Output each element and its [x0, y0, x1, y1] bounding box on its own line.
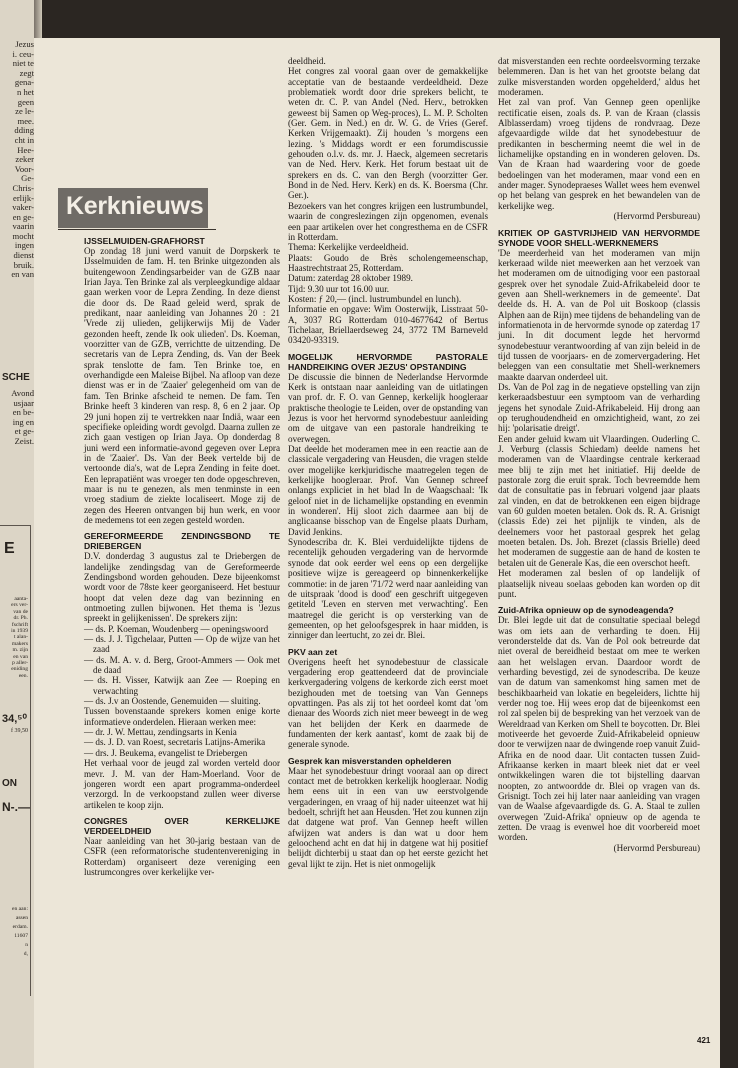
previous-page-label-on: ON — [2, 778, 17, 789]
article-body-ijsselmuiden: Op zondag 18 juni werd vanuit de Dorpskerk te IJsselmuiden de fam. H. ten Brinke uitgezonden als buitengewoon Zendingsarbeider van de GZB naar Irian Jaya. Ten Brinke zal als verpleegkundige aldaar gaan werken voor de Lepra Zending. In deze dienst die door ds. De Raad geleid werd, sprak de predikant, naar aanleiding van Johannes 20 : 21 'Vrede zij ulieden, gelijkerwijs Mij de Vader gezonden heeft, zende Ik ook ulieden'. Ds. Koeman, voorzitter van de GZB, verrichtte de uitzending. De secretaris van de Lepra Zending, ds. Van der Beek sprak tenslotte de fam. Ten Brinke toe, en overhandigde een Maleise Bijbel. Na afloop van deze dienst was er in de 'Zaaier' gelegenheid om van de fam. Ten Brinke afscheid te nemen. De fam. Ten Brinke heeft 3 kinderen van resp. 8, 6 en 2 jaar. Op 29 juni hopen zij te vertrekken naar Indiä, waar een specifieke opleiding wordt gevolgd. Daarna zullen ze zich gaan vestigen op Irian Jaya. Op donderdag 8 juni werd een informatie-avond gegeven over Lepra in de 'Zaaier'. Ds. Van der Beek vertelde bij de vertoonde dia's, wat de Lepra Zending in feite doet. Een leprapatiënt was vroeger ten dode opgeschreven, maar is nu te genezen, als men tenminste in een vroeg stadium de ziekte localiseert. Moge zij de zegen des Heeren ontvangen bij hun werk, en voor de medemens tot een zegen gesteld worden. — [84, 246, 280, 525]
previous-page-line: Hee- — [17, 144, 34, 155]
banner-rule — [58, 229, 216, 230]
previous-page-fragment — [0, 0, 34, 1068]
speaker-item: — ds. M. A. v. d. Berg, Groot-Ammers — Ook met de daad — [84, 654, 280, 676]
speaker-item: — ds. P. Koeman, Woudenberg — openingswoord — [84, 623, 269, 634]
previous-page-box-text-2 — [0, 905, 28, 959]
previous-page-label-n: N-.— — [2, 800, 30, 814]
previous-page-line: usjaar — [13, 397, 34, 408]
handreiking-paragraph: Synodescriba dr. K. Blei verduidelijkte tijdens de recentelijk gehouden vergadering van de hervormde synode dat ook eerder wel eens op een dergelijke positieve wijze is gereageerd op binnenkerkelijke commotie: in de jaren '71/72 werd naar aanleiding van de uitspraak 'dood is dood' een geschrift uitgegeven getiteld 'Leven en sterven met verwachting'. Een maatregel die gericht is op versterking van de gemeenten, op het geloofsgesprek in haar midden, is zinniger dan leertucht, zo zei dr. Blei. — [288, 537, 488, 641]
previous-page-heading: SCHE — [2, 372, 30, 383]
shell-paragraph: Het moderamen zal beslen of op landelijk of plaatselijk niveau soelaas geboden kan worden op dit punt. — [498, 568, 700, 599]
previous-page-line: niet te — [12, 58, 34, 69]
helper-item: — dr. J. W. Mettau, zendingsarts in Kenia — [84, 727, 237, 738]
previous-page-line: n het — [17, 86, 34, 97]
previous-page-line: en van — [11, 269, 34, 280]
previous-page-line: assen — [15, 915, 28, 921]
previous-page-line: geen — [17, 96, 34, 107]
helper-item: — ds. J. D. van Roest, secretaris Latijns-Amerika — [84, 737, 266, 748]
gesprek-paragraph: Het zal van prof. Van Gennep geen openlijke rectificatie eisen, zoals ds. P. van de Kraan (classis Alblasserdam) vroeg tijdens de rondvraag. Deze afgevaardigde wilde dat het synodebestuur de predikanten in bescherming neemt die wel in de lichamelijke opstanding en in wonderen geloven. Ds. Van de Kraan had waardering voor de goede bedoelingen van het moderamen, maar vond een en ander mager. Synodepraeses Wallet wees hem evenwel op het belang van gesprek en het bewandelen van de kerkelijke weg. — [498, 97, 700, 211]
previous-page-line: vaarin — [12, 221, 34, 232]
shell-paragraph: Een ander geluid kwam uit Vlaardingen. Ouderling C. J. Verburg (classis Schiedam) deelde namens het moderamen van de Vlaardingse centrale kerkeraad mee blij te zijn met het initiatief. Hij deelde de pastorale zorg die eruit sprak. Toch bevreemdde hem dat de consultatie pas in februari volgend jaar plaats zal vinden, en dat de betrokkenen een eigen bijdrage van 60 gulden moeten betalen. Ook ds. R. A. Grisnigt (classis Ede) zei het pijnlijk te vinden, als de deelnemers voor het pastoraal gesprek het gelag moeten betalen. Ds. Joh. Brezet (classis Brielle) deed het moderamen de suggestie aan de hand de kosten te betalen uit de Generale Kas, die een overschot heeft. — [498, 433, 700, 568]
section-banner-title: Kerknieuws — [66, 192, 204, 220]
helper-item: — drs. J. Beukema, evangelist te Driebergen — [84, 747, 248, 758]
previous-page-line: vaker- — [12, 202, 34, 213]
article-body-congres: Naar aanleiding van het 30-jarig bestaan van de CSFR (een reformatorische studentenvereniging in Rotterdam) organiseert deze vereniging een lustrumcongres over kerkelijke ver- — [84, 835, 280, 877]
previous-page-line: Chris- — [12, 182, 34, 193]
previous-page-line: gena- — [14, 77, 34, 88]
previous-page-price: 34,⁵⁰ — [2, 713, 27, 725]
previous-page-line: ers ver- — [11, 602, 28, 609]
congres-info-line: Kosten: ƒ 20,— (incl. lustrumbundel en lunch). — [288, 293, 462, 304]
subheading-zuid-afrika: Zuid-Afrika opnieuw op de synodeagenda? — [498, 605, 674, 616]
article-continuation: deeldheid. — [288, 56, 326, 66]
previous-page-text-mid — [0, 389, 34, 447]
column-3 — [498, 56, 700, 853]
previous-page-line: en ge- — [12, 211, 34, 222]
previous-page-line: n — [25, 942, 28, 948]
previous-page-line: dr. Ph. — [13, 615, 28, 622]
previous-page-line: zeker — [15, 154, 34, 165]
article-heading-shell: KRITIEK OP GASTVRIJHEID VAN HERVORMDE SYNODE VOOR SHELL-WERKNEMERS — [498, 227, 700, 248]
previous-page-line: erlijk- — [13, 192, 34, 203]
congres-paragraph: Het congres zal vooral gaan over de gemakkelijke acceptatie van de bestaande verdeeldheid. Deze problematiek wordt door drie sprekers belicht, te weten dr. C. P. van Andel (Ned. Herv., betrokken geweest bij Samen op Weg-proces), L. M. P. Scholten (Ger. Gem. in Ned.) en dr. W. G. de Vries (Geref. Kerken Vrijgemaakt). Zij houden 's morgens een lezing. 's Middags wordt er een forumdiscussie gehouden o.l.v. ds. mr. J. Haeck, algemeen secretaris van de Ned. Herv. Kerk. Het forum bestaat uit de sprekers en ds. C. van den Bergh (voorzitter Ger. Bond in de Ned. Herv. Kerk) en ds. K. Boersma (Chr. Ger.). — [288, 66, 488, 201]
previous-page-line: erdam. — [12, 924, 28, 930]
column-1 — [84, 236, 280, 877]
article-heading-zendingsbond: GEREFORMEERDE ZENDINGSBOND TE DRIEBERGEN — [84, 531, 280, 552]
congres-info-line: Datum: zaterdag 28 oktober 1989. — [288, 273, 413, 284]
previous-page-line: i. ceu- — [12, 48, 34, 59]
congres-info-line: Thema: Kerkelijke verdeeldheid. — [288, 242, 409, 253]
previous-page-line: van de — [13, 608, 28, 615]
previous-page-line: Avond — [11, 388, 34, 398]
previous-page-line: bruik. — [13, 259, 34, 270]
subheading-pkv: PKV aan zet — [288, 646, 338, 657]
previous-page-line: in 1939 — [11, 628, 28, 635]
gesprek-paragraph: Maar het synodebestuur dringt vooraal aan op direct contact met de betrokken kerkelijk hoogleraar. Nodig hem eens uit in een van uw eerstvolgende vergaderingen, en vraag of hij nader uiteenzet wat hij bedoelt, schrijft het aan Heusden. 'Het zou kunnen zijn dat datgene wat prof. Van Gennep heeft willen afwijzen wat anders is dan wat u door hem geloochend acht en dat hij in datgene wat hij positief belijdt dichterbij u staat dan op het eerste gezicht het geval lijkt te zijn. Het is niet onmogelijk — [288, 765, 488, 869]
previous-page-line: p aller- — [12, 660, 28, 667]
previous-page-box-text — [0, 596, 28, 679]
previous-page-line: zegt — [19, 67, 34, 78]
previous-page-line: en van — [13, 653, 28, 660]
handreiking-paragraph: Dat deelde het moderamen mee in een reactie aan de classicale vergadering van Heusden, die vragen stelde over mogelijke kerkjuridische maatregelen tegen de kerkelijke hoogleraar. Prof. Van Gennep schreef onlangs expliciet in het blad In de Waagschaal: 'Ik geloof niet in de lichamelijke opstanding en evenmin in wonderen'. Hij sloot zich daarmee aan bij de anglicaanse bisschop van de Engelse plaats Durham, David Jenkins. — [288, 444, 488, 537]
previous-page-line: m. zijn — [12, 647, 28, 654]
previous-page-line: mee. — [17, 115, 34, 126]
zuid-afrika-paragraph: Dr. Blei legde uit dat de consultatie speciaal belegd was om iets aan de verharding te doen. Hij veronderstelde dat ds. Van de Pol ook betreurde dat niet overal de bereidheid bestaat om mee te werken aan het welslagen ervan. Daardoor wordt de verharding bevestigd, zei de synodescriba. De keuze van de datum van samenkomst hing samen met de beschikbaarheid van lokatie en begeleiders, lichtte hij verder nog toe. Hij wees erop dat de bijeenkomst een rol zal spelen bij de bespreking van het verzoek van de Wereldraad van Kerken om Shell te boycotten. Dr. Blei motiveerde het gevoerde Zuid-Afrikabeleid opnieuw door te verwijzen naar de dwingende roep vanuit Zuid-Afrika en de nood daar. Uit contacten tussen Zuid-Afrikaanse kerken in maart bleek niet dat er veel ontwikkelingen waren die tot bijstelling daarvan noopten, zo antwoordde dr. Blei op vragen van ds. Grisnigt. Toch zei hij later naar aanleiding van vragen van de Waalse afgevaardigde ds. G. A. Staal te zullen overwegen 'Zuid-Afrika' opnieuw op de agenda te zetten. De vraag is evenwel hoe dit voorbereid moet worden. — [498, 615, 700, 843]
previous-page-box-letter: E — [4, 540, 15, 557]
speaker-item: — ds. J. J. Tigchelaar, Putten — Op de wijze van het zaad — [84, 634, 280, 655]
previous-page-line: ze le- — [15, 106, 34, 117]
column-2 — [288, 56, 488, 869]
article-heading-handreiking: MOGELIJK HERVORMDE PASTORALE HANDREIKING OVER JEZUS' OPSTANDING — [288, 351, 488, 372]
previous-page-price-sub: f 39,50 — [11, 728, 28, 734]
previous-page-line: en be- — [12, 407, 34, 418]
shell-paragraph: Ds. Van de Pol zag in de negatieve opstelling van zijn kerkeraadsbestuur een symptoom van de verharding jegens het synodale Zuid-Afrikabeleid. Hij drong aan op terughoudendheid en omzichtigheid, want, zo zei hij: 'polarisatie dreigt'. — [498, 381, 700, 434]
article-body-zendingsbond-end: Het verhaal voor de jeugd zal worden verteld door mevr. J. M. van der Ham-Moerland. Voor de jongeren wordt een apart programma-onderdeel verzorgd. In de verkoopstand zullen weer diverse artikelen te koop zijn. — [84, 758, 280, 810]
article-body-zendingsbond-after: Tussen bovenstaande sprekers komen enige korte informatieve onderdelen. Hieraan werken mee: — [84, 706, 280, 727]
previous-page-line: t alan- — [13, 634, 28, 641]
section-banner — [58, 188, 208, 228]
previous-page-line: Voor- — [14, 163, 34, 174]
speaker-item: — ds. J.v an Oostende, Genemuiden — sluiting. — [84, 696, 261, 707]
previous-page-line: een. — [18, 672, 28, 679]
previous-page-line: mocht — [12, 230, 34, 241]
subheading-gesprek: Gesprek kan misverstanden ophelderen — [288, 755, 452, 766]
article-body-zendingsbond: D.V. donderdag 3 augustus zal te Driebergen de landelijke zendingsdag van de Gereformeerde Zendingsbond worden gehouden. Deze bijeenkomst wordt voor de 78ste keer georganiseerd. Het bestuur hoopt dat velen deze dag van bezinning en ontmoeting zullen bijwonen. Het thema is 'Jezus spreekt in gelijkenissen'. De sprekers zijn: — [84, 551, 280, 624]
previous-page-line: Ge- — [21, 173, 34, 184]
handreiking-paragraph: De discussie die binnen de Nederlandse Hervormde Kerk is ontstaan naar aanleiding van de uitlatingen van prof. dr. F. O. van Gennep, kerkelijk hoogleraar praktische theologie te Leiden, over de opstanding van Jezus is voor het hervormd synodebestuur aanleiding om de uitgave van een pastorale handreiking te overwegen. — [288, 371, 488, 444]
previous-page-text-top — [0, 40, 34, 280]
source-credit: (Hervormd Persbureau) — [613, 842, 700, 853]
congres-info-line: Plaats: Goudo de Brès scholengemeenschap, Haastrechtstraat 25, Rotterdam. — [288, 252, 488, 273]
previous-page-line: dding — [14, 125, 34, 136]
previous-page-line: Jezus — [15, 39, 34, 49]
previous-page-line: en aan: — [12, 906, 28, 912]
speaker-item: — ds. H. Visser, Katwijk aan Zee — Roeping en verwachting — [84, 675, 280, 696]
previous-page-line: cht in — [14, 134, 34, 145]
previous-page-line: aanta- — [14, 596, 28, 602]
article-heading-ijsselmuiden: IJSSELMUIDEN-GRAFHORST — [84, 236, 205, 246]
previous-page-line: fschrift — [11, 621, 28, 628]
article-heading-congres: CONGRES OVER KERKELIJKE VERDEELDHEID — [84, 815, 280, 836]
previous-page-line: et ge- — [14, 426, 34, 437]
previous-page-line: ingen — [14, 240, 34, 251]
pkv-paragraph: Overigens heeft het synodebestuur de classicale vergadering erop geattendeerd dat de provinciale kerkvergadering volgens de kerkorde zich eerst moet bezighouden met de toetsing van Van Genneps opvattingen. Pas als zij tot het oordeel komt dat 'om dienaar des Woords zich niet meer beweegt in de weg van het belijden der Kerk en daarmede de fundamenten der kerk aantast', komt de zaak bij de generale synode. — [288, 656, 488, 750]
gesprek-continuation: dat misverstanden een rechte oordeelsvorming terzake belemmeren. Dan is het van het grootste belang dat zulke misverstanden worden opgehelderd,' aldus het moderamen. — [498, 56, 700, 98]
shell-paragraph: 'De meerderheid van het moderamen van mijn kerkeraad wilde niet meewerken aan het verzoek van het moderamen om de uitnodiging voor een pastoraal gesprek over het synodale Zuid-Afrikabeleid door te geven aan Shell-werknemers in de gemeente'. Dat deelde ds. H. A. van de Pol uit Boskoop (classis Alphen aan de Rijn) mee tijdens de behandeling van de informatienota in de hervormde synode op zaterdag 17 juni. In dit document legde het hervormd synodebestuur verantwoording af van zijn beleid in de tijd tussen de voorjaars- en de zomervergadering. Het beleggen van een consultatie met Shell-werknemers maakte daarvan onderdeel uit. — [498, 247, 700, 382]
previous-page-line: ing en — [12, 416, 34, 427]
previous-page-line: makers — [11, 640, 28, 647]
previous-page-line: 11607 — [14, 933, 28, 939]
previous-page-line: dienst — [13, 250, 34, 261]
congres-info-line: Tijd: 9.30 uur tot 16.00 uur. — [288, 283, 390, 294]
congres-paragraph: Bezoekers van het congres krijgen een lustrumbundel, waarin de congreslezingen zijn opgenomen, evenals een paar artikelen over het congresthema en de CSFR in Rotterdam. — [288, 200, 488, 242]
page-number: 421 — [697, 1036, 711, 1045]
previous-page-line: Zeist. — [14, 435, 34, 446]
previous-page-line: d, — [23, 951, 28, 957]
congres-info-line: Informatie en opgave: Wim Oosterwijk, Lisstraat 50-A, 3037 RG Rotterdam 010-4677642 of Bertus Tichelaar, Briellaerdseweg 24, 3772 TM Barneveld 03420-93319. — [288, 304, 488, 346]
previous-page-line: eniding — [11, 666, 28, 673]
source-credit: (Hervormd Persbureau) — [613, 211, 700, 222]
